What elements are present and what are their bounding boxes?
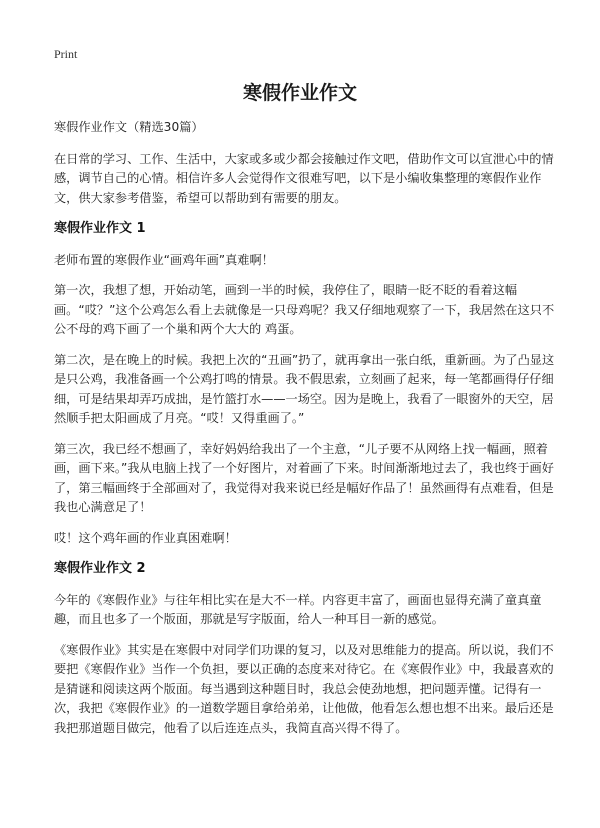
page-title: 寒假作业作文	[242, 82, 357, 104]
paragraph: 哎！这个鸡年画的作业真困难啊！	[54, 530, 237, 545]
section-heading: 寒假作业作文 1	[54, 221, 146, 236]
paragraph: 第一次，我想了想，开始动笔，画到一半的时候，我停住了，眼睛一眨不眨的看着这幅画。“哎？”这个公鸡怎么看上去就像是一只母鸡呢？我又仔细地观察了一下，我居然在这只不公不母的鸡下画了一个巢和两个大大的 鸡蛋。	[54, 283, 555, 336]
print-link[interactable]: Print	[54, 47, 78, 61]
paragraph: 第二次，是在晚上的时候。我把上次的“丑画”扔了，就再拿出一张白纸，重新画。为了凸显这是只公鸡，我准备画一个公鸡打鸣的情景。我不假思索，立刻画了起来，每一笔都画得仔仔细细，可是结果却弄巧成拙，是竹篮打水——一场空。因为是晚上，我看了一眼窗外的天空，居然顺手把太阳画成了月亮。“哎！又得重画了。”	[54, 352, 555, 425]
paragraph: 第三次，我已经不想画了，幸好妈妈给我出了一个主意，“儿子要不从网络上找一幅画，照着画，画下来。”我从电脑上找了一个好图片，对着画了下来。时间渐渐地过去了，我也终于画好了，第三幅画终于全部画对了，我觉得对我来说已经是幅好作品了！虽然画得有点难看，但是我也心满意足了！	[54, 441, 554, 514]
paragraph: 老师布置的寒假作业“画鸡年画”真难啊！	[54, 252, 274, 267]
paragraph: 《寒假作业》其实是在寒假中对同学们功课的复习，以及对思维能力的提高。所以说，我们不要把《寒假作业》当作一个负担，要以正确的态度来对待它。在《寒假作业》中，我最喜欢的是猜谜和阅读这两个版面。每当遇到这种题目时，我总会使劲地想，把问题弄懂。记得有一次，我把《寒假作业》的一道数学题目拿给弟弟，让他做，他看怎么想也想不出来。最后还是我把那道题目做完，他看了以后连连点头，我简直高兴得不得了。	[54, 642, 554, 735]
article-subtitle: 寒假作业作文（精选30篇）	[54, 120, 204, 134]
paragraph: 今年的《寒假作业》与往年相比实在是大不一样。内容更丰富了，画面也显得充满了童真童趣，而且也多了一个版面，那就是写字版面，给人一种耳目一新的感觉。	[54, 592, 542, 626]
section-heading: 寒假作业作文 2	[54, 561, 146, 576]
article-body	[54, 118, 560, 749]
intro-paragraph: 在日常的学习、工作、生活中，大家或多或少都会接触过作文吧，借助作文可以宣泄心中的情感，调节自己的心情。相信许多人会觉得作文很难写吧，以下是小编收集整理的寒假作业作文，供大家参考借鉴，希望可以帮助到有需要的朋友。	[54, 151, 554, 205]
